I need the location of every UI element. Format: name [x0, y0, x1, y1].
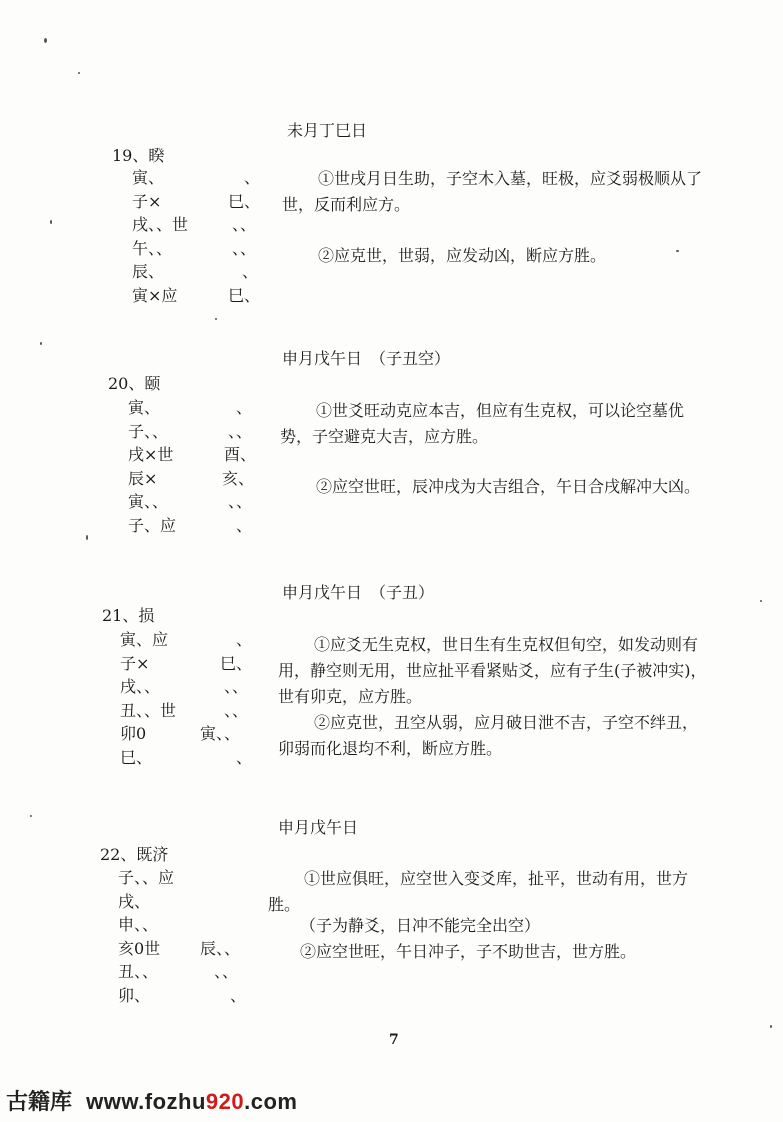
yao-right: 亥、 — [222, 468, 255, 488]
yao-right: 、、 — [228, 421, 253, 441]
scan-speck — [770, 1025, 772, 1028]
yao-line — [120, 628, 260, 652]
scan-speck — [676, 250, 679, 252]
yao-line — [128, 443, 258, 467]
yao-right: 、 — [244, 168, 261, 187]
yao-line — [118, 960, 258, 984]
site-footer — [6, 1085, 298, 1116]
yao-left: 子× — [120, 653, 150, 673]
yao-right: 巳、 — [228, 285, 261, 305]
yao-line — [132, 260, 262, 284]
yao-right: 、 — [230, 985, 247, 1005]
analysis-paragraph: ②应空世旺，辰冲戌为大吉组合，午日合戌解冲大凶。 — [316, 477, 701, 496]
yao-left: 丑、、 — [118, 962, 159, 981]
scan-speck — [215, 318, 217, 320]
yao-left: 卯0 — [120, 724, 147, 743]
yao-line — [128, 514, 258, 538]
page-number: 7 — [389, 1032, 399, 1048]
hexagram-title: 19、睽 — [112, 146, 165, 165]
scan-speck — [44, 38, 47, 43]
yao-right: 寅、、 — [200, 724, 241, 743]
yao-left: 丑、、世 — [120, 700, 177, 720]
yao-right: 、 — [236, 515, 253, 535]
yao-line — [128, 420, 258, 444]
hexagram-title: 22、既济 — [100, 845, 169, 864]
yao-left: 寅×应 — [132, 285, 178, 305]
yao-right: 辰、、 — [200, 938, 241, 958]
yao-left: 戌、 — [118, 891, 151, 911]
footer-site-link[interactable] — [86, 1089, 297, 1114]
yao-right: 、、 — [228, 492, 253, 511]
yao-right: 巳、 — [220, 653, 253, 673]
analysis-paragraph: （子为静爻，日冲不能完全出空） — [300, 916, 541, 935]
yao-line — [120, 699, 260, 723]
yao-left: 寅、 — [128, 398, 161, 417]
date-line: 申月戊午日 （子丑） — [282, 583, 435, 602]
hexagram-title: 20、颐 — [108, 374, 161, 393]
yao-line — [120, 722, 260, 746]
yao-right: 、、 — [224, 700, 249, 720]
analysis-paragraph: ①世戌月日生助，子空木入墓，旺极，应爻弱极顺从了世，反而利应方。 — [282, 169, 703, 214]
yao-left: 戌、、 — [120, 677, 161, 696]
yao-left: 子、应 — [128, 515, 177, 535]
scan-speck — [40, 342, 42, 345]
yao-line — [118, 866, 258, 890]
yao-left: 亥0世 — [118, 938, 161, 958]
yao-line — [118, 913, 258, 937]
yao-left: 子、、 — [128, 421, 169, 441]
scan-speck — [50, 220, 52, 224]
yao-left: 巳、 — [120, 747, 153, 767]
scan-speck — [30, 815, 32, 817]
scan-speck — [760, 600, 762, 602]
hexagram-lines — [120, 628, 260, 769]
yao-line — [128, 396, 258, 420]
yao-left: 子、、应 — [118, 868, 175, 887]
analysis-paragraph: ①应爻无生克权，世日生有生克权但旬空，如发动则有用，静空则无用，世应扯平看紧贴爻，应有子生(子被冲实)，世有卯克，应方胜。 — [278, 635, 707, 706]
yao-left: 寅、 — [132, 168, 165, 187]
footer-brand: 古籍库 — [6, 1089, 73, 1114]
yao-line — [118, 937, 258, 961]
yao-line — [132, 237, 262, 261]
yao-line — [118, 984, 258, 1008]
yao-left: 戌×世 — [128, 445, 174, 464]
analysis-paragraph: ②应克世，丑空从弱，应月破日泄不吉，子空不绊丑，卯弱而化退均不利，断应方胜。 — [278, 713, 699, 758]
yao-line — [118, 890, 258, 914]
analysis-paragraph: ②应克世，世弱，应发动凶，断应方胜。 — [318, 246, 607, 265]
yao-left: 寅、、 — [128, 492, 169, 511]
analysis-paragraph: ①世爻旺动克应本吉，但应有生克权，可以论空墓优势，子空避克大吉，应方胜。 — [280, 401, 685, 446]
yao-right: 、 — [236, 398, 253, 417]
yao-line — [128, 490, 258, 514]
yao-right: 、、 — [224, 677, 249, 696]
yao-right: 、 — [236, 747, 253, 767]
hexagram-lines — [132, 166, 262, 307]
yao-line — [120, 675, 260, 699]
footer-site-highlight: 920 — [205, 1089, 245, 1114]
yao-left: 子× — [132, 191, 162, 211]
yao-left: 辰、 — [132, 262, 165, 281]
date-line: 申月戊午日 — [278, 818, 359, 837]
yao-right: 、 — [236, 630, 253, 649]
yao-line — [128, 467, 258, 491]
yao-right: 酉、 — [224, 445, 257, 464]
yao-line — [132, 166, 262, 190]
yao-left: 寅、应 — [120, 630, 169, 649]
yao-right: 、、 — [232, 238, 257, 258]
yao-left: 申、、 — [118, 915, 159, 934]
yao-left: 卯、 — [118, 985, 151, 1005]
analysis-paragraph: ①世应俱旺，应空世入变爻库，扯平，世动有用，世方胜。 — [268, 869, 689, 914]
yao-right: 巳、 — [228, 191, 261, 211]
footer-site-suffix: .com — [244, 1089, 298, 1114]
yao-line — [132, 213, 262, 237]
yao-right: 、、 — [214, 962, 239, 981]
yao-left: 辰× — [128, 468, 158, 488]
date-line: 未月丁巳日 — [287, 121, 368, 140]
footer-site-prefix: www.fozhu — [86, 1089, 206, 1114]
analysis-paragraph: ②应空世旺，午日冲子，子不助世吉，世方胜。 — [300, 942, 637, 961]
hexagram-title: 21、损 — [102, 606, 155, 625]
yao-right: 、、 — [232, 215, 257, 234]
yao-left: 戌、、世 — [132, 215, 189, 234]
hexagram-lines — [128, 396, 258, 537]
yao-line — [132, 190, 262, 214]
hexagram-lines — [118, 866, 258, 1007]
yao-line — [120, 746, 260, 770]
date-line: 申月戊午日 （子丑空） — [282, 349, 451, 368]
scan-speck — [86, 535, 88, 540]
yao-line — [120, 652, 260, 676]
yao-right: 、 — [242, 262, 259, 281]
yao-left: 午、、 — [132, 238, 173, 258]
scan-speck — [78, 72, 80, 74]
yao-line — [132, 284, 262, 308]
